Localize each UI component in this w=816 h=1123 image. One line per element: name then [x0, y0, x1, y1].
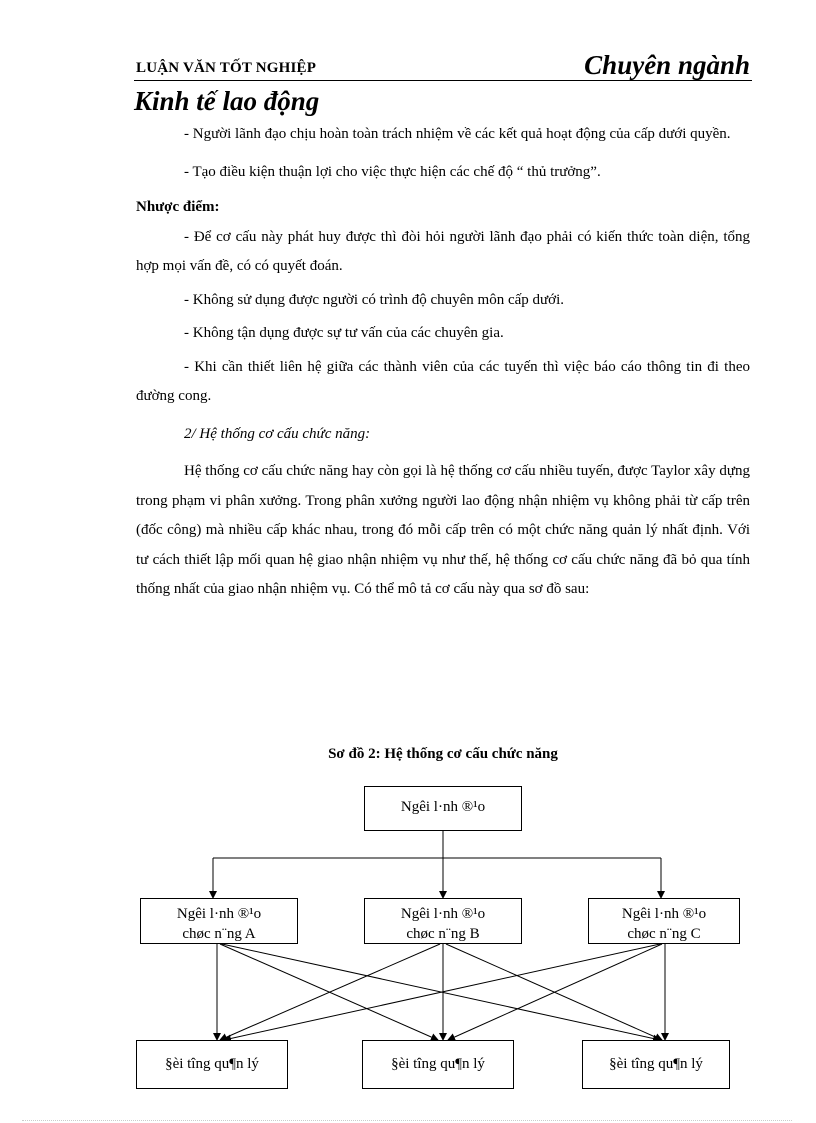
header-left-title: LUẬN VĂN TỐT NGHIỆP: [136, 60, 317, 76]
paragraph-advantage-1: - Người lãnh đạo chịu hoàn toàn trách nhiệm về các kết quả hoạt động của cấp dưới quyền.: [184, 126, 731, 142]
header-subtitle: Kinh tế lao động: [134, 86, 320, 116]
paragraph-disadvantage-3: - Không tận dụng được sự tư vấn của các chuyên gia.: [184, 325, 504, 341]
box-b-line1: Ngêi l·nh ®¹o: [400, 906, 486, 922]
box-managed-object-1: §èi tîng qu¶n lý: [136, 1040, 288, 1089]
page-bottom-rule: [22, 1120, 792, 1121]
box-function-b: [364, 898, 522, 944]
box-b-line2: chøc n¨ng B: [406, 926, 480, 942]
box-function-a: [140, 898, 298, 944]
paragraph-disadvantage-2: - Không sử dụng được người có trình độ chuyên môn cấp dưới.: [184, 291, 565, 308]
box-c-line1: Ngêi l·nh ®¹o: [621, 906, 707, 922]
box-c-line2: chøc n¨ng C: [627, 926, 701, 942]
paragraph-section-body: Hệ thống cơ cấu chức năng hay còn gọi là hệ thống cơ cấu nhiều tuyến, được Taylor xây dựng trong phạm vi phân xưởng. Trong phân xưởng người lao động nhận nhiệm vụ không phải từ cấp trên (đốc công) mà nhiều cấp khác nhau, trong đó mỗi cấp trên có một chức năng quản lý nhất định. Với tư cách thiết lập mối quan hệ giao nhận nhiệm vụ như thế, hệ thống cơ cấu chức năng đã bỏ qua tính thống nhất của giao nhận nhiệm vụ. Có thể mô tả cơ cấu này qua sơ đồ sau:: [136, 463, 750, 597]
paragraph-disadvantage-1: - Để cơ cấu này phát huy được thì đòi hỏi người lãnh đạo phải có kiến thức toàn diện, tổng hợp mọi vấn đề, có có quyết đoán.: [136, 228, 750, 274]
diagram-caption: Sơ đồ 2: Hệ thống cơ cấu chức năng: [328, 746, 558, 762]
box-function-c: [588, 898, 740, 944]
box-a-line2: chøc n¨ng A: [182, 926, 256, 942]
paragraph-advantage-2: - Tạo điều kiện thuận lợi cho việc thực hiện các chế độ “ thủ trưởng”.: [184, 163, 601, 180]
paragraph-disadvantage-4: - Khi cần thiết liên hệ giữa các thành viên của các tuyến thì việc báo cáo thông tin đi theo đường cong.: [136, 358, 750, 404]
box-top-leader: Ngêi l·nh ®¹o: [364, 786, 522, 831]
header-right-title: Chuyên ngành: [584, 50, 750, 80]
box-a-line1: Ngêi l·nh ®¹o: [176, 906, 262, 922]
box-managed-object-3: §èi tîng qu¶n lý: [582, 1040, 730, 1089]
box-managed-object-2: §èi tîng qu¶n lý: [362, 1040, 514, 1089]
disadvantage-heading: Nhược điểm:: [136, 199, 220, 215]
section-title: 2/ Hệ thống cơ cấu chức năng:: [184, 425, 371, 442]
